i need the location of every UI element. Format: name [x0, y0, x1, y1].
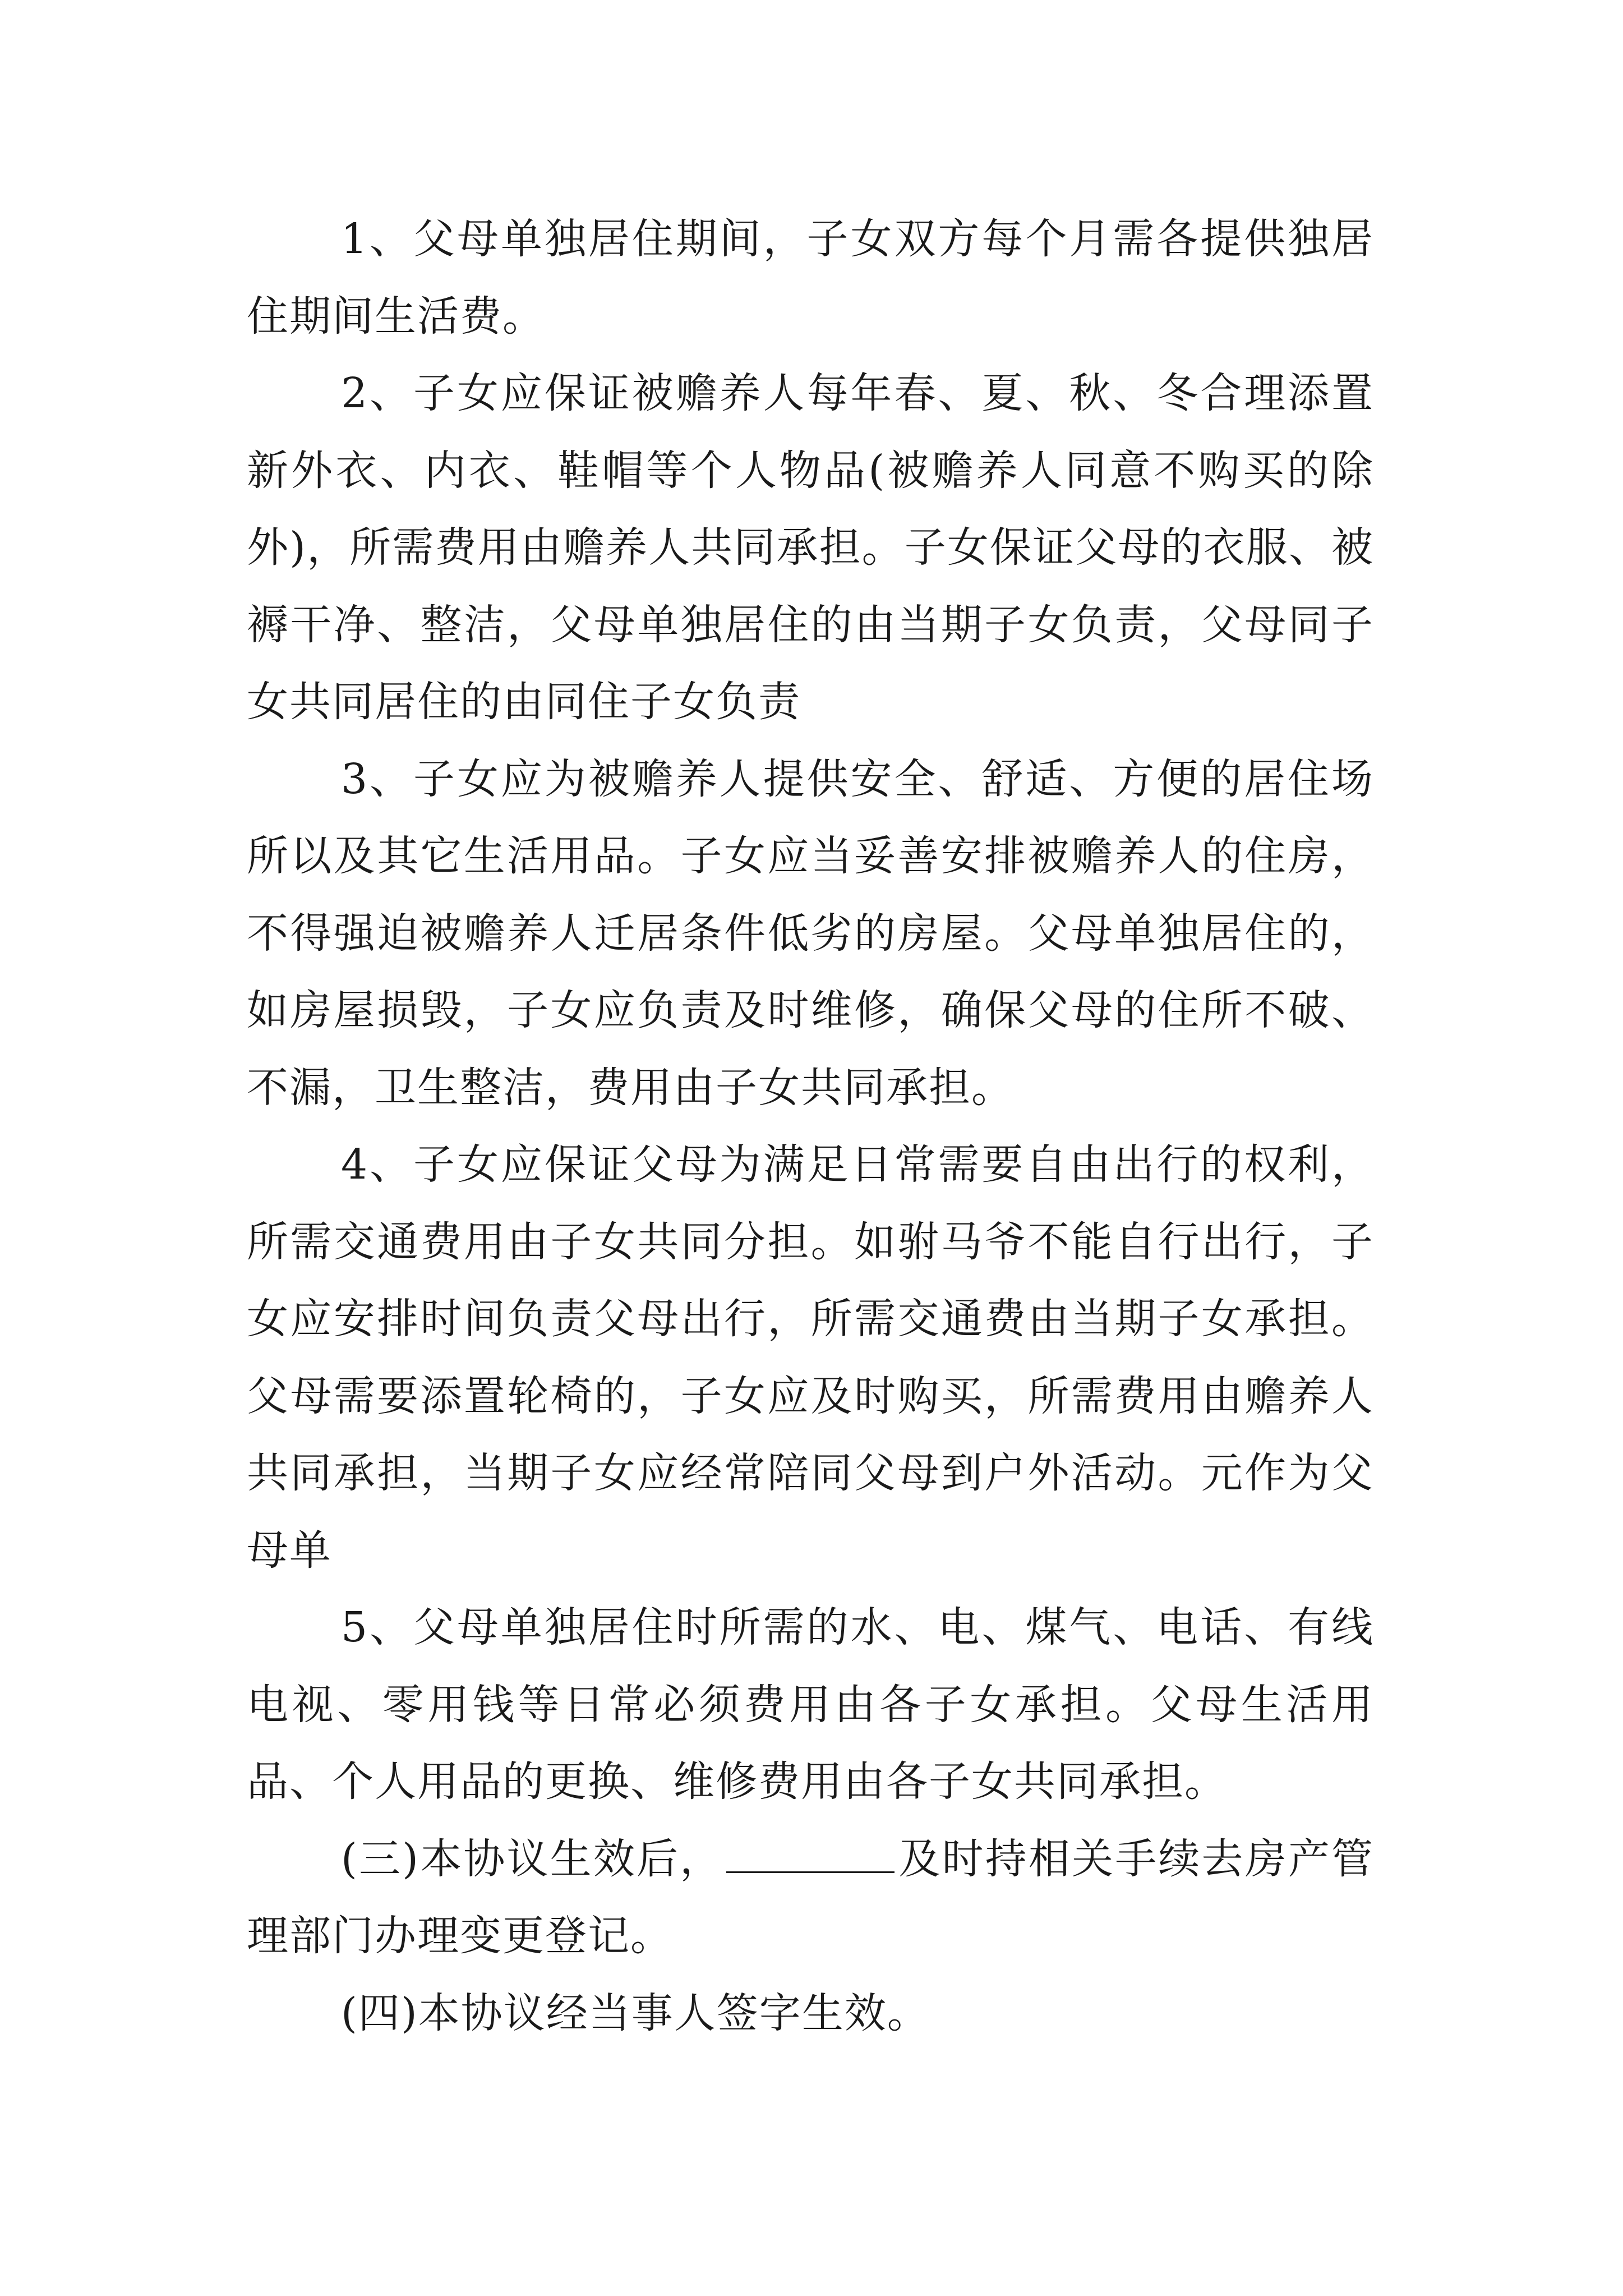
paragraph-1: 1、父母单独居住期间，子女双方每个月需各提供独居住期间生活费。 [247, 215, 1374, 341]
clause-four: (四)本协议经当事人签字生效。 [341, 1989, 930, 2037]
paragraph-5: 5、父母单独居住时所需的水、电、煤气、电话、有线电视、零用钱等日常必须费用由各子女承担。父母生活用品、个人用品的更换、维修费用由各子女共同承担。 [247, 1603, 1374, 1806]
clause-three-rest: 及时持相关手续去房产管理部门办理变更登记。 [247, 1834, 1374, 1960]
clause-three-lead: (三)本协议生效后， [341, 1834, 723, 1883]
paragraph-3: 3、子女应为被赡养人提供安全、舒适、方便的居住场所以及其它生活用品。子女应当妥善安排被赡养人的住房，不得强迫被赡养人迁居条件低劣的房屋。父母单独居住的，如房屋损毁，子女应负责及时维修，确保父母的住所不破、不漏，卫生整洁，费用由子女共同承担。 [247, 754, 1374, 1112]
clause-three [247, 1821, 1374, 1975]
document-body [247, 201, 1374, 2052]
paragraph-2: 2、子女应保证被赡养人每年春、夏、秋、冬合理添置新外衣、内衣、鞋帽等个人物品(被赡养人同意不购买的除外)，所需费用由赡养人共同承担。子女保证父母的衣服、被褥干净、整洁，父母单独居住的由当期子女负责，父母同子女共同居住的由同住子女负责 [247, 369, 1374, 726]
paragraph-4: 4、子女应保证父母为满足日常需要自由出行的权利，所需交通费用由子女共同分担。如驸马爷不能自行出行，子女应安排时间负责父母出行，所需交通费由当期子女承担。父母需要添置轮椅的，子女应及时购买，所需费用由赡养人共同承担，当期子女应经常陪同父母到户外活动。元作为父母单 [247, 1140, 1374, 1575]
fill-in-blank [726, 1838, 895, 1873]
